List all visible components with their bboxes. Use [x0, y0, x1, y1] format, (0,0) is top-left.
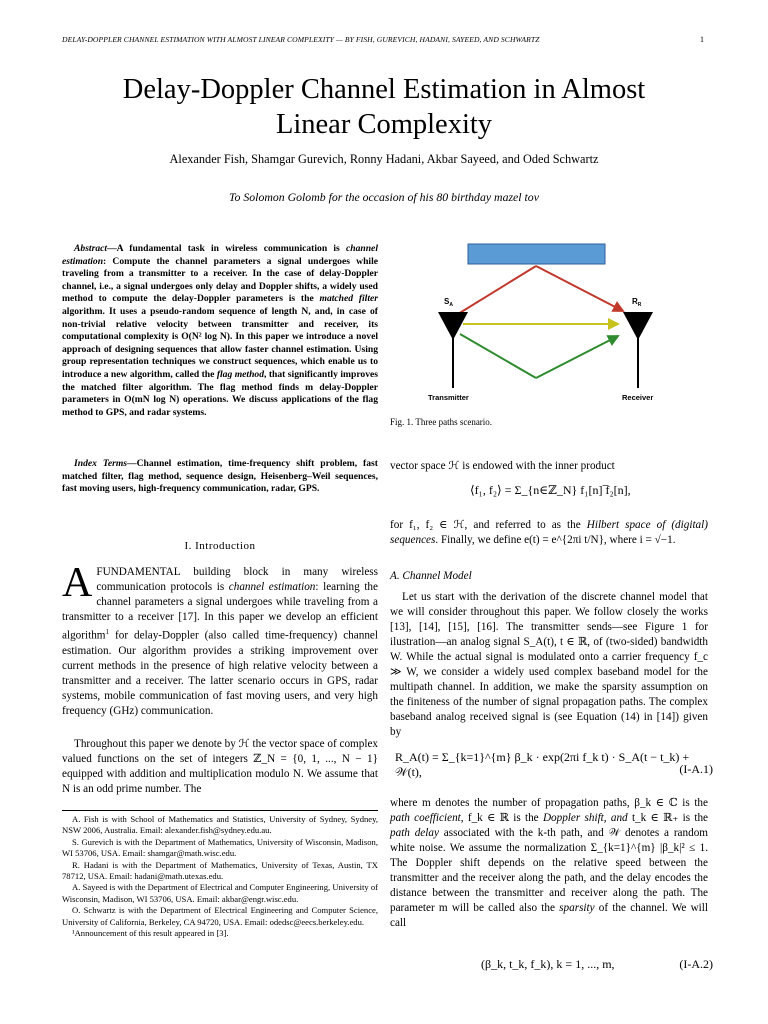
title-line-1: Delay-Doppler Channel Estimation in Almost	[122, 74, 646, 105]
abstract-em-1: channel estimation	[62, 243, 378, 267]
params-em-1: path coefficient	[390, 812, 461, 824]
path-red-down	[536, 266, 623, 311]
label-rr: $R_R$	[632, 297, 642, 308]
path-green-up	[536, 336, 618, 378]
hilbert-text-b: . Finally, we define e(t) = e^{2πi t/N}, where i = √−1.	[435, 534, 676, 546]
subsection-channel-model: A. Channel Model	[390, 570, 472, 582]
label-sa: $S_A$	[444, 297, 453, 308]
three-paths-diagram	[418, 236, 678, 408]
dedication: To Solomon Golomb for the occasion of his 80 birthday mazel tov	[229, 190, 539, 204]
params-em-2: Doppler shift, and	[542, 812, 628, 824]
params-text-e: of the channel. We will call	[390, 902, 708, 929]
footnote-schwartz: O. Schwartz is with the Department of Electrical Engineering and Computer Science, University of California, Berkeley, CA 94720, USA. Email: odedsc@eecs.berkeley.edu.	[62, 905, 378, 927]
params-em-4: sparsity	[559, 902, 595, 914]
abstract-label: Abstract	[74, 243, 108, 254]
hilbert-text-a: for f₁, f₂ ∈ ℋ, and referred to as the	[390, 519, 587, 531]
label-receiver: Receiver	[622, 393, 654, 402]
footnote-hadani: R. Hadani is with the Department of Mathematics, University of Texas, Austin, TX 78712, USA. Email: hadani@math.utexas.edu.	[62, 859, 378, 882]
path-green-down	[460, 334, 536, 378]
intro-paragraph-2: Throughout this paper we denote by ℋ the vector space of complex valued functions on the set of integers ℤ_N = {0, 1, ..., N − 1} equipped with addition and multiplication modulo N. We assume that N is an odd prime number. The	[62, 738, 379, 795]
abstract-text-3: algorithm. It uses a pseudo-random sequence of length N, and, in case of non-trivial relative velocity between transmitter and receiver, its computational complexity is O(N² log N). In this paper we introduce a novel approach of designing sequences that allow faster channel estimation. Using group representation techniques we construct sequences, which enable us to introduce a new algorithm, called the	[62, 305, 378, 380]
footnote-rule	[62, 810, 378, 811]
figure-caption: Fig. 1. Three paths scenario.	[390, 417, 493, 427]
params-text-d: associated with the k-th path, and 𝒲 denotes a random white noise. We assume the normalization Σ_{k=1}^{m} |β_k|² ≤ 1. The Doppler shift depends on the relative speed between the transmitter and the receiver along the path, and the delay encodes the distance between the transmitter and receiver along the path. The parameter m will be called also the	[390, 827, 708, 914]
index-terms-label: Index Terms	[74, 458, 128, 469]
equation-received-signal	[395, 750, 713, 780]
intro-em-1: channel estimation	[228, 581, 316, 593]
abstract-em-3: flag method	[216, 368, 265, 380]
abstract-text-1: —A fundamental task in wireless communication is	[107, 243, 346, 254]
footnote-fish: A. Fish is with School of Mathematics and Statistics, University of Sydney, Sydney, NSW 2006, Australia. Email: alexander.fish@sydney.edu.au.	[62, 814, 378, 836]
abstract-em-2: matched filter	[319, 293, 379, 305]
parameters-paragraph	[390, 796, 708, 931]
equation-parameters-body: (β_k, t_k, f_k), k = 1, ..., m,	[481, 957, 615, 971]
params-text-c: t_k ∈ ℝ₊ is the	[627, 812, 709, 824]
intro-text-1c: for delay-Doppler (also called time-frequency) channel estimation. Our algorithm provides a striking improvement over current methods in the presence of high relative velocity between a transmitter and a receiver. The latter scenario occurs in GPS, radar systems, mobile communication of fast moving users, and very high frequency (GHz) communication.	[62, 629, 378, 717]
abstract	[62, 243, 378, 419]
page-number: 1	[700, 35, 704, 44]
params-em-3: path delay	[390, 827, 439, 839]
title-line-2: Linear Complexity	[275, 109, 493, 140]
footnote-announcement: ¹Announcement of this result appeared in [3].	[72, 928, 229, 939]
path-red-up	[458, 266, 536, 314]
author-list: Alexander Fish, Shamgar Gurevich, Ronny Hadani, Akbar Sayeed, and Oded Schwartz	[169, 152, 599, 166]
intro-paragraph-1	[62, 560, 378, 719]
abstract-text-4: , that significantly improves the matched filter algorithm. The flag method finds m delay-Doppler parameters in O(mN log N) operations. We discuss applications of the flag method to GPS, and radar systems.	[62, 368, 378, 418]
abstract-text-2: : Compute the channel parameters a signal undergoes while traveling from a transmitter to a receiver. In the case of delay-Doppler channel, i.e., a signal undergoes only delay and Doppler shifts, a widely used method to compute the delay-Doppler parameters is the	[62, 255, 378, 305]
right-text-hilbert	[390, 518, 708, 548]
params-text-a: where m denotes the number of propagation paths, β_k ∈ ℂ is the	[390, 797, 708, 809]
footnote-gurevich: S. Gurevich is with the Department of Mathematics, University of Wisconsin, Madison, WI 53706, USA. Email: shamgar@math.wisc.edu.	[62, 836, 378, 859]
section-heading-introduction: I. Introduction	[184, 540, 256, 552]
hilbert-em: Hilbert space of (digital) sequences	[390, 519, 708, 546]
channel-model-paragraph: Let us start with the derivation of the discrete channel model that we will consider throughout this paper. We follow closely the works [13], [14], [15], [16]. The transmitter sends—see Figure 1 for ilustration—an analog signal S_A(t), t ∈ ℝ, of (two-sided) bandwidth W. While the actual signal is modulated onto a carrier frequency f_c ≫ W, we consider a widely used complex baseband model for the multipath channel. In addition, we make the sparsity assumption on the finiteness of the number of signal propagation paths. The complex baseband analog received signal is (see Equation (14) in [14]) given by	[390, 591, 708, 738]
running-header: DELAY-DOPPLER CHANNEL ESTIMATION WITH ALMOST LINEAR COMPLEXITY — BY FISH, GUREVICH, HADANI, SAYEED, AND SCHWARTZ	[62, 35, 540, 44]
receiver-antenna-icon	[623, 312, 653, 388]
intro-text-1a: FUNDAMENTAL building block in many wireless communication protocols is	[96, 566, 378, 593]
right-text-inner-product: vector space ℋ is endowed with the inner product	[390, 460, 615, 472]
footnote-sayeed: A. Sayeed is with the Department of Electrical and Computer Engineering, University of Wisconsin, Madison, WI 53706, USA. Email: akbar@engr.wisc.edu.	[62, 882, 378, 904]
footnotes	[62, 814, 378, 939]
index-terms	[62, 458, 378, 496]
figure-three-paths	[418, 236, 678, 408]
footnote-mark: 1	[105, 628, 109, 636]
label-transmitter: Transmitter	[428, 393, 469, 402]
dropcap: A	[62, 560, 93, 606]
reflector-box	[468, 244, 605, 264]
equation-number-2: (I-A.2)	[679, 957, 713, 971]
equation-received-signal-body: R_A(t) = Σ_{k=1}^{m} β_k · exp(2πi f_k t) · S_A(t − t_k) + 𝒲(t),	[395, 750, 690, 779]
intro-text-1b: : learning the channel parameters a signal undergoes while traveling from a transmitter to a receiver [17]. In this paper we develop an efficient algorithm	[62, 581, 378, 642]
equation-number-1: (I-A.1)	[679, 762, 713, 776]
params-text-b: , f_k ∈ ℝ is the	[460, 812, 543, 824]
paper-title	[40, 72, 728, 142]
equation-inner-product: ⟨f₁, f₂⟩ = Σ_{n∈ℤ_N} f₁[n] ̅f₂[n],	[470, 483, 631, 497]
equation-parameters	[395, 957, 713, 972]
index-terms-text: —Channel estimation, time-frequency shift problem, fast matched filter, flag method, sequence design, Heisenberg–Weil sequences, fast moving users, high-frequency communication, radar, GPS.	[62, 458, 378, 495]
